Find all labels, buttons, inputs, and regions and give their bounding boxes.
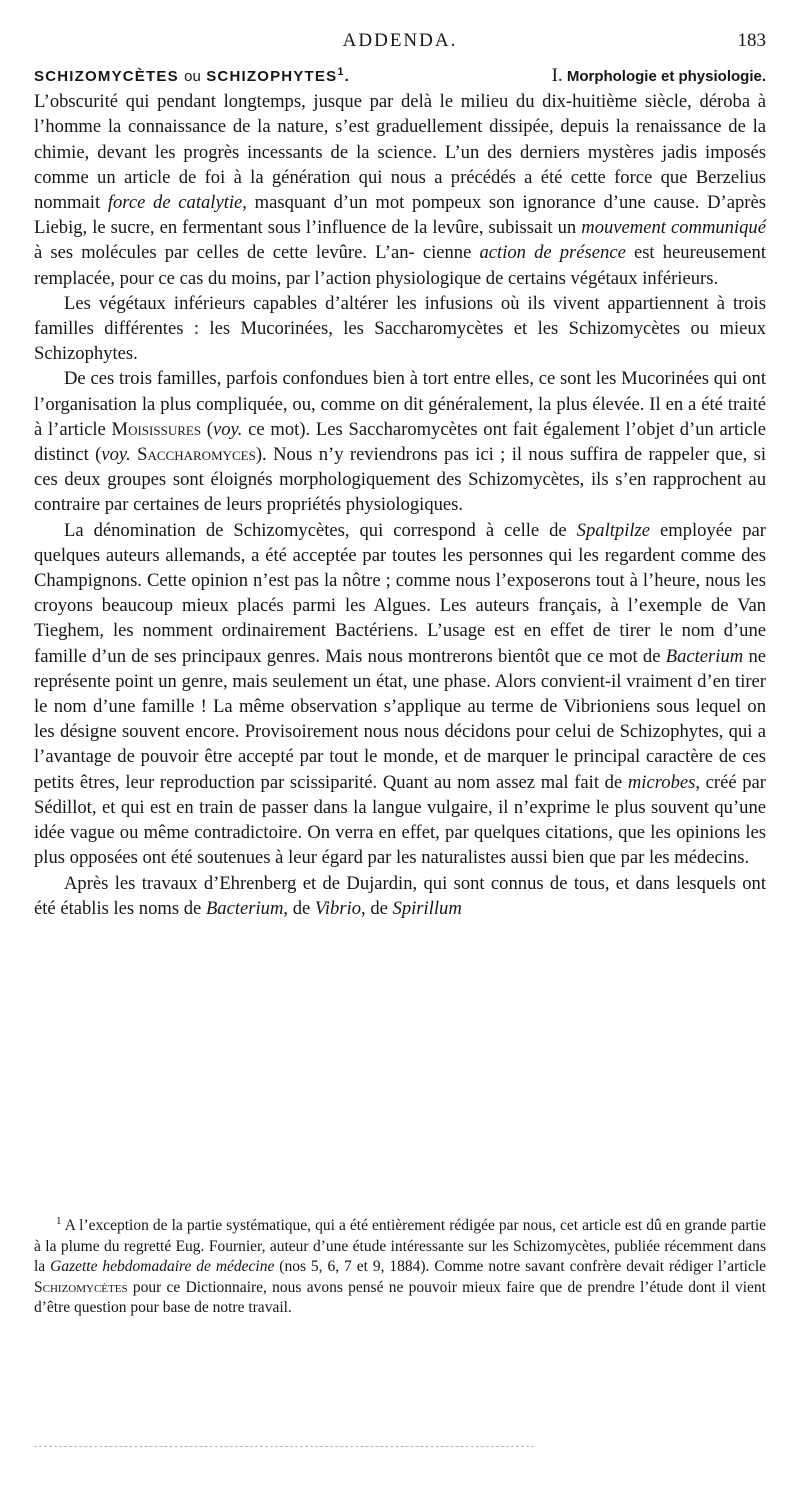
section-number: I. [551,65,563,86]
running-title: ADDENDA. [342,30,458,51]
text-run: ce mot). Les Saccharomycètes ont fait également l’objet d’un article distinct ( [34,418,766,466]
italic-term: Bacterium [665,645,744,667]
italic-term: microbes [627,771,696,793]
footnote [34,1216,766,1319]
paragraph-1 [34,89,766,291]
text-run: , masquant d’un mot pompeux son ignorance d’une cause. D’après Liebig, le sucre, en fermentant sous l’influence de la levûre, subissait un [34,192,766,239]
text-run: A l’exception de la partie systématique, qui a été entièrement rédigée par nous, cet article est dû en grande partie à la plume du regretté Eug. Fournier, auteur d’une étude intéressante sur les Schizomycètes, publiée récemment dans la [34,1217,766,1275]
text-run: , de [283,897,315,919]
text-run: ne représente point un genre, mais seulement un état, une phase. Alors convient-il vraiment d’en tirer le nom d’une famille ! La même observation s’applique au terme de Vibrioniens sous lequel on les désigne souvent encore. Provisoirement nous nous décidons pour celui de Schizophytes, qui a l’avantage de pouvoir être accepté par tout le monde, et de marquer le principal caractère de ces petits êtres, leur reproduction par scissiparité. Quant au nom assez mal fait de [34,645,766,793]
italic-term: Vibrio [314,897,362,919]
small-caps-term: Schizomycètes [34,1278,128,1296]
paragraph-4 [34,518,766,871]
text-run: , créé par Sédillot, et qui est en train de passer dans la langue vulgaire, il n’exprime le plus souvent qu’une idée vague ou même contradictoire. On verra en effet, par quelques citations, que les opinions les plus opposées ont été soutenues à leur égard par les naturalistes aussi bien que par les médecins. [34,771,766,869]
footnote-ref: 1 [337,66,345,78]
title-period: . [344,68,351,85]
small-caps-term: Moisissures [111,418,202,440]
text-run: (nos 5, 6, 7 et 9, 1884). Comme notre savant confrère devait rédiger l’article [274,1258,767,1275]
title-term-schizomycetes: SCHIZOMYCÈTES [34,68,179,85]
bottom-rule [34,1446,534,1447]
italic-term: action de présence [479,242,626,264]
italic-term: voy. [101,444,131,466]
section-heading [552,63,766,89]
footnote-mark: 1 [56,1214,62,1227]
italic-term: force de catalytie [107,192,243,214]
paragraph-2: Les végétaux inférieurs capables d’altérer les infusions où ils vivent appartiennent à trois familles différentes : les Mucorinées, les Saccharomycètes et les Schizomycètes ou mieux Schizophytes. [34,292,766,365]
text-run: est heureusement remplacée, pour ce cas du moins, par l’action physiologique de certains végétaux inférieurs. [34,242,766,289]
italic-term: voy. [212,418,243,440]
text-run: employée par quelques auteurs allemands, a été acceptée par toutes les personnes qui les regardent comme des Champignons. Cette opinion n’est pas la nôtre ; comme nous l’exposerons tout à l’heure, nous les croyons beaucoup mieux placés parmi les Algues. Les auteurs français, à l’exemple de Van Tieghem, les nomment ordinairement Bactériens. L’usage est en effet de tirer le nom d’une famille d’un de ses principaux genres. Mais nous montrerons bientôt que ce mot de [34,519,766,667]
paragraph-5 [34,871,766,921]
title-conjunction: ou [184,68,201,85]
title-term-schizophytes: SCHIZOPHYTES [206,68,338,85]
text-run: De ces trois familles, parfois confondues bien à tort entre elles, ce sont les Mucorinées qui ont l’organisation la plus compliquée, ou, comme on dit généralement, la plus élevée. Il en a été traité à l’article [34,368,766,440]
running-head [34,30,766,56]
italic-term: Spaltpilze [576,519,651,541]
small-caps-term: Saccharomyces [137,444,256,466]
paragraph-3 [34,366,766,517]
italic-term: Spirillum [392,897,462,919]
text-run: L’obscurité qui pendant longtemps, jusque par delà le milieu du dix-huitième siècle, déroba à l’homme la connaissance de la nature, s’est graduellement dissipée, depuis la renaissance de la chimie, devant les progrès incessants de la science. L’un des derniers mystères jadis imposés comme un article de foi à la génération qui nous a précédés a été cette force que Berzelius nommait [34,91,766,214]
text-run: , de [361,897,393,919]
text-run: à ses molécules par celles de cette levûre. L’an- cienne [34,242,480,264]
text-run: Après les travaux d’Ehrenberg et de Dujardin, qui sont connus de tous, et dans lesquels ont été établis les noms de [34,872,766,919]
article-body [34,63,766,921]
page-number: 183 [737,30,766,51]
text-run: La dénomination de Schizomycètes, qui correspond à celle de [64,519,577,541]
text-run: ). Nous n’y reviendrons pas ici ; il nous suffira de rappeler que, si ces deux groupes sont éloignés morphologiquement des Schizomycètes, ils s’en rapprochent au contraire par certaines de leurs propriétés physiologiques. [34,444,767,516]
article-heading [34,63,766,89]
italic-term: Gazette hebdomadaire de médecine [50,1258,275,1275]
italic-term: Bacterium [205,897,284,919]
section-title: Morphologie et physiologie. [566,68,766,85]
italic-term: mouvement communiqué [581,217,766,239]
text-run: pour ce Dictionnaire, nous avons pensé ne pouvoir mieux faire que de prendre l’étude dont il vient d’être question pour base de notre travail. [34,1278,766,1316]
text-run: ( [201,418,213,440]
article-title [34,64,350,89]
footnote-text [34,1216,766,1319]
